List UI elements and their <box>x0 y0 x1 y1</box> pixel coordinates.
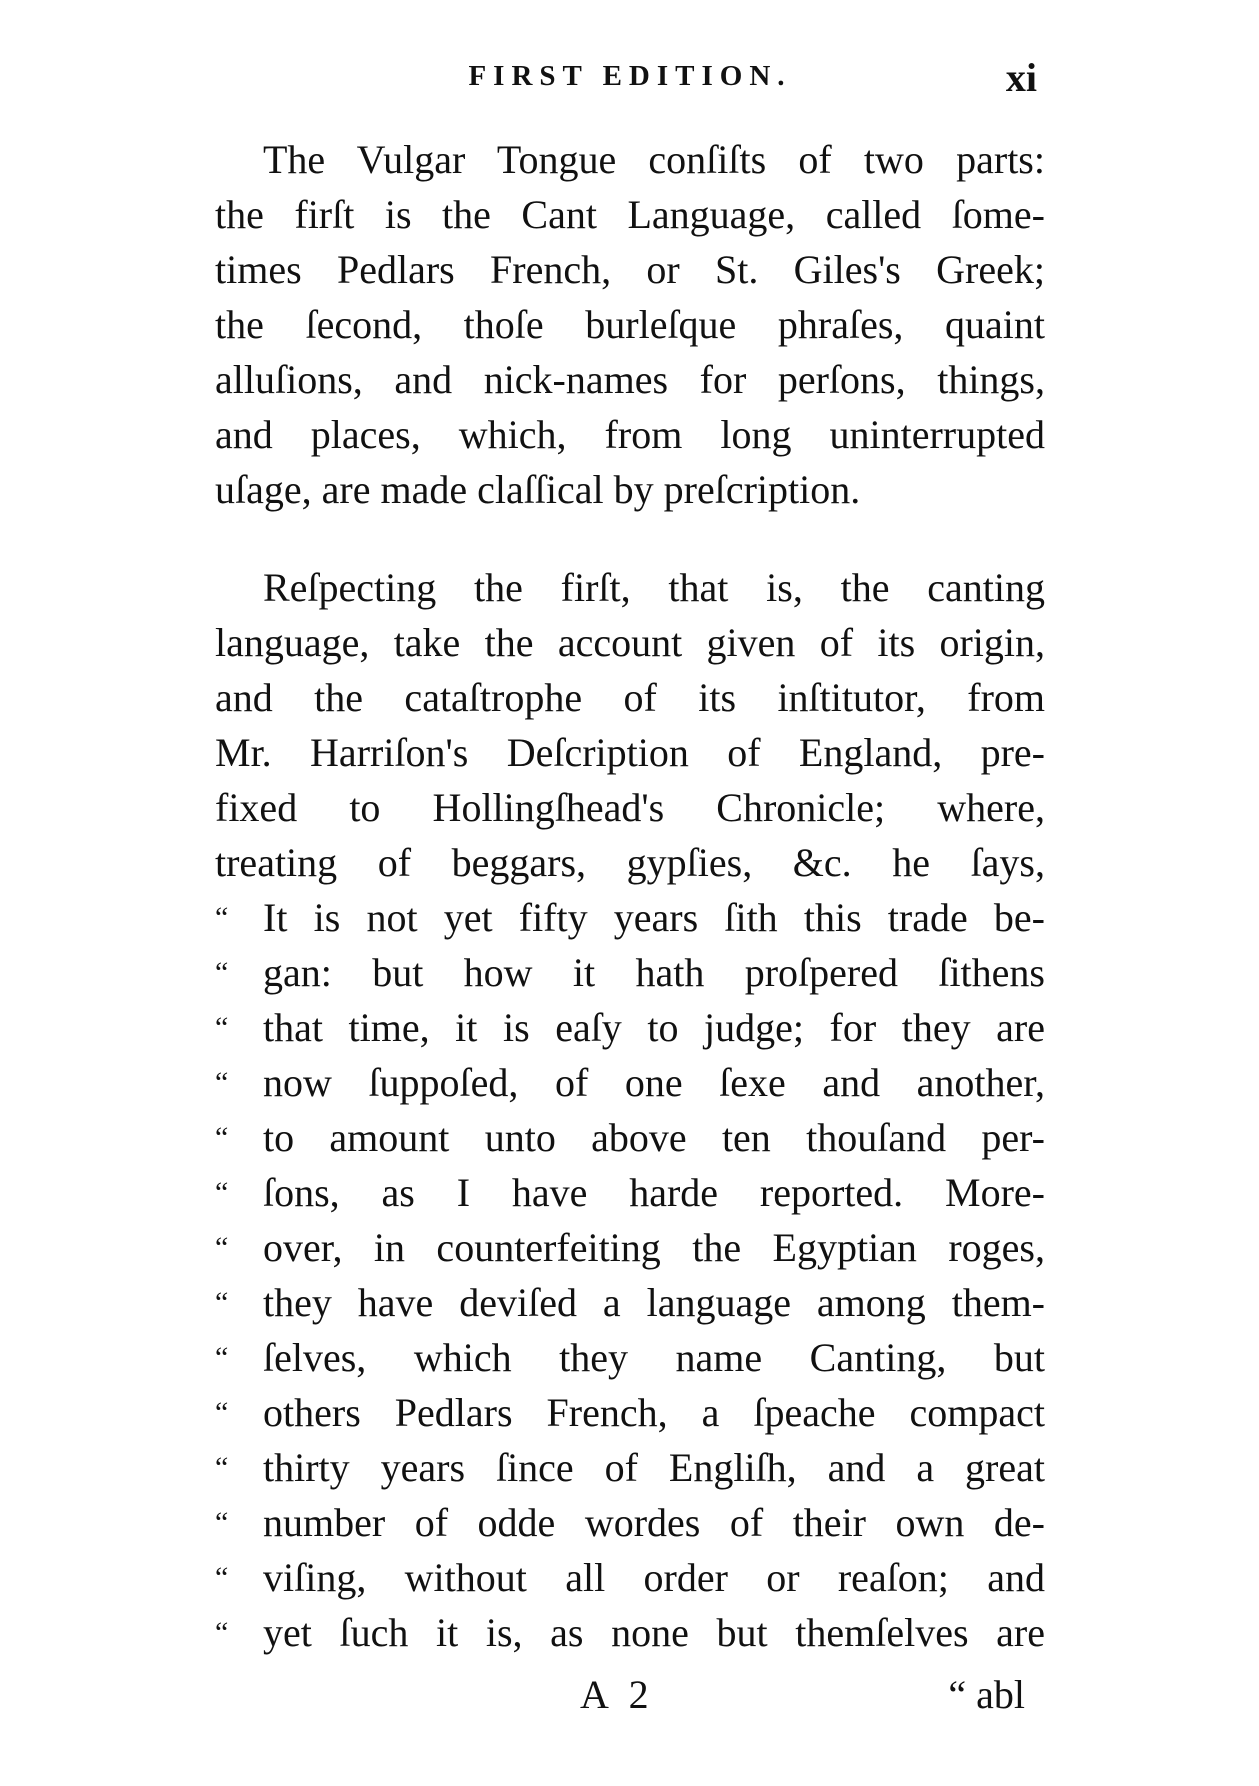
paragraph-2 <box>215 560 1045 1660</box>
quote-mark: “ <box>215 1121 229 1154</box>
page-footer <box>215 1671 1045 1721</box>
quoted-line <box>215 1220 1045 1275</box>
text-line: alluſions, and nick-names for perſons, things, <box>215 357 1045 402</box>
quoted-line-text: that time, it is eaſy to judge; for they are <box>263 1005 1045 1050</box>
quoted-line <box>215 1110 1045 1165</box>
quoted-line-text: ſons, as I have harde reported. More- <box>263 1170 1045 1215</box>
quoted-line-text: ſelves, which they name Canting, but <box>263 1335 1045 1380</box>
text-line: and places, which, from long uninterrupted <box>215 412 1045 457</box>
quoted-line-text: gan: but how it hath proſpered ſithens <box>263 950 1045 995</box>
text-line: the ſecond, thoſe burleſque phraſes, quaint <box>215 302 1045 347</box>
quoted-line-text: number of odde wordes of their own de- <box>263 1500 1045 1545</box>
quoted-line <box>215 1165 1045 1220</box>
text-line: treating of beggars, gypſies, &c. he ſays, <box>215 840 1045 885</box>
quote-mark: “ <box>215 1451 229 1484</box>
text-line: fixed to Hollingſhead's Chronicle; where, <box>215 785 1045 830</box>
quote-mark: “ <box>215 1506 229 1539</box>
quoted-line-text: to amount unto above ten thouſand per- <box>263 1115 1045 1160</box>
text-line: language, take the account given of its origin, <box>215 620 1045 665</box>
quoted-line-text: now ſuppoſed, of one ſexe and another, <box>263 1060 1045 1105</box>
quoted-line <box>215 1495 1045 1550</box>
quote-mark: “ <box>215 1176 229 1209</box>
quoted-line <box>215 1330 1045 1385</box>
quote-mark: “ <box>215 1561 229 1594</box>
quoted-line <box>215 1550 1045 1605</box>
quote-mark: “ <box>215 956 229 989</box>
quoted-line-text: yet ſuch it is, as none but themſelves are <box>263 1610 1045 1655</box>
page-number: xi <box>1005 55 1037 100</box>
quote-mark: “ <box>215 1286 229 1319</box>
signature-mark: A 2 <box>580 1672 655 1717</box>
text-line: Mr. Harriſon's Deſcription of England, pre- <box>215 730 1045 775</box>
quoted-line-text: over, in counterfeiting the Egyptian roges, <box>263 1225 1045 1270</box>
text-line: Reſpecting the firſt, that is, the canting <box>263 565 1045 610</box>
quoted-line-text: thirty years ſince of Engliſh, and a great <box>263 1445 1045 1490</box>
quoted-line <box>215 1605 1045 1660</box>
text-line: uſage, are made claſſical by preſcription. <box>215 467 861 512</box>
catchword: “ abl <box>948 1672 1025 1717</box>
text-line: and the cataſtrophe of its inſtitutor, from <box>215 675 1045 720</box>
quote-mark: “ <box>215 1341 229 1374</box>
quoted-line <box>215 890 1045 945</box>
quote-mark: “ <box>215 1011 229 1044</box>
quoted-line <box>215 1275 1045 1330</box>
quoted-line-text: others Pedlars French, a ſpeache compact <box>263 1390 1045 1435</box>
quoted-passage <box>215 890 1045 1660</box>
quote-mark: “ <box>215 1066 229 1099</box>
text-line: the firſt is the Cant Language, called ſome- <box>215 192 1045 237</box>
quote-mark: “ <box>215 1231 229 1264</box>
quoted-line-text: they have deviſed a language among them- <box>263 1280 1045 1325</box>
quoted-line <box>215 1440 1045 1495</box>
quote-mark: “ <box>215 1616 229 1649</box>
quoted-line <box>215 1000 1045 1055</box>
running-header <box>215 55 1045 110</box>
text-line: times Pedlars French, or St. Giles's Greek; <box>215 247 1045 292</box>
quote-mark: “ <box>215 901 229 934</box>
text-line: The Vulgar Tongue conſiſts of two parts: <box>263 137 1045 182</box>
paragraph-1 <box>215 132 1045 517</box>
quoted-line <box>215 1385 1045 1440</box>
quoted-line-text: It is not yet fifty years ſith this trade be- <box>263 895 1045 940</box>
quoted-line-text: viſing, without all order or reaſon; and <box>263 1555 1045 1600</box>
running-title: FIRST EDITION. <box>468 60 792 92</box>
quote-mark: “ <box>215 1396 229 1429</box>
quoted-line <box>215 945 1045 1000</box>
quoted-line <box>215 1055 1045 1110</box>
